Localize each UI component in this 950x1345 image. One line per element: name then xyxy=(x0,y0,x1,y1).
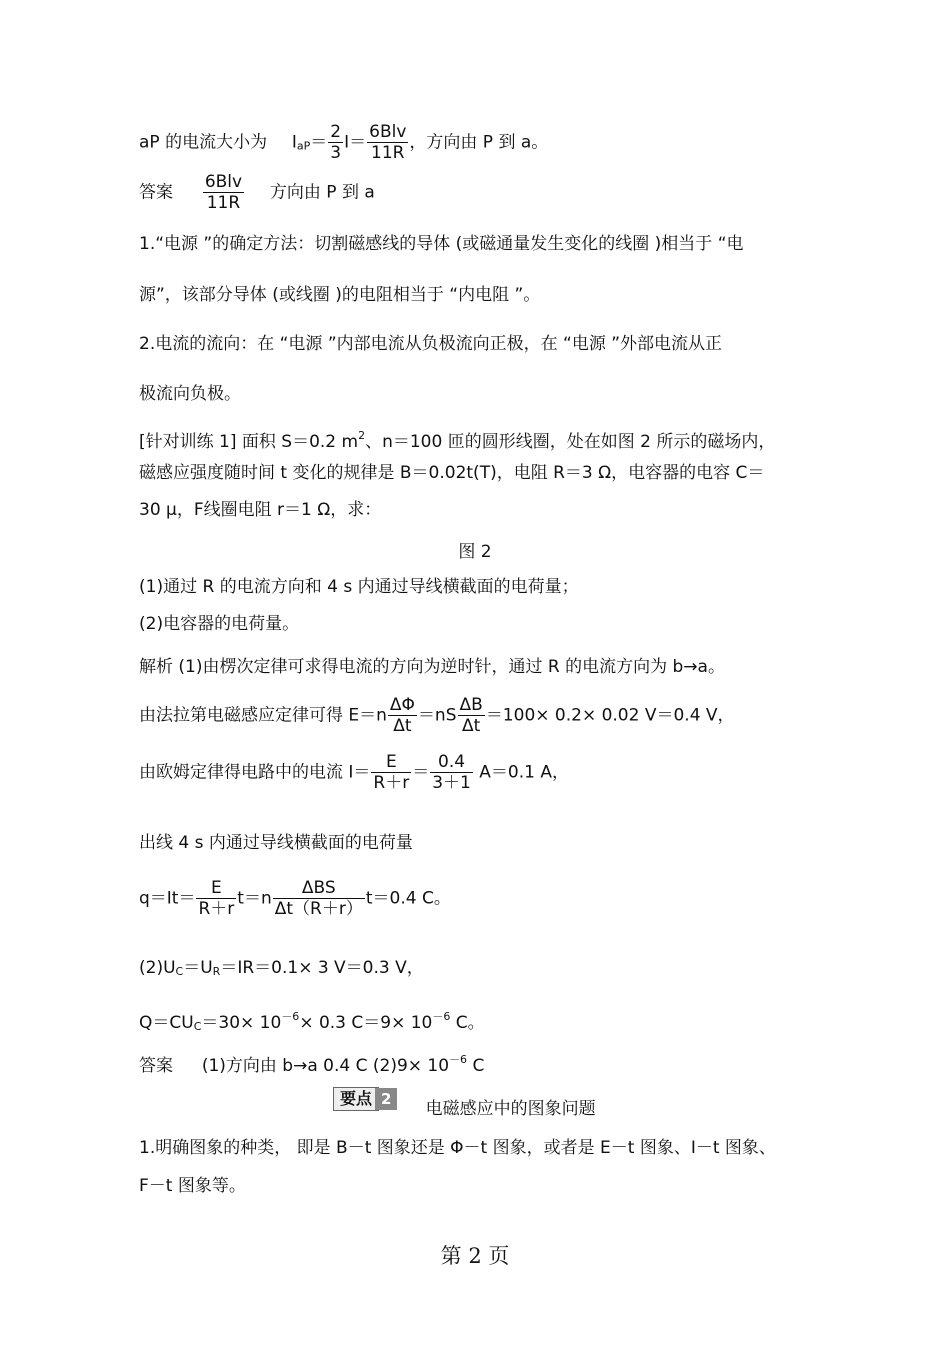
denominator: 3 xyxy=(330,143,342,163)
answer-line xyxy=(139,172,375,213)
text: C。 xyxy=(450,1013,485,1033)
fraction-e-over-r xyxy=(196,878,236,919)
subscript: C xyxy=(193,1020,202,1033)
denominator: Δt xyxy=(393,716,412,736)
paragraph-source-b: 源”，该部分导体 (或线圈 )的电阻相当于 “内电阻 ”。 xyxy=(139,285,541,305)
text: aP 的电流大小为 xyxy=(139,132,268,153)
text: t＝0.4 C。 xyxy=(365,888,451,909)
denominator: Δt xyxy=(462,716,481,736)
paragraph-graph-b: F－t 图象等。 xyxy=(139,1176,246,1196)
exercise-line-3: 30 μ，F线圈电阻 r＝1 Ω，求： xyxy=(139,500,382,520)
paragraph-flow-a: 2.电流的流向：在 “电源 ”内部电流从负极流向正极，在 “电源 ”外部电流从正 xyxy=(139,334,723,354)
numerator: E xyxy=(371,752,411,773)
text: ＝30× 10 xyxy=(201,1013,282,1033)
equals: ＝ xyxy=(310,132,328,153)
text: ，方向由 P 到 a。 xyxy=(409,132,549,153)
fraction-e-over-r xyxy=(371,752,411,793)
question-2: (2)电容器的电荷量。 xyxy=(139,614,300,634)
numerator: ΔB xyxy=(459,695,483,715)
solution-charge-intro: 出线 4 s 内通过导线横截面的电荷量 xyxy=(139,833,413,853)
fraction-answer xyxy=(203,172,244,213)
symbol-i: I xyxy=(291,132,297,153)
text: 、n＝100 匝的圆形线圈，处在如图 2 所示的磁场内， xyxy=(365,432,776,452)
numerator: ΔBS xyxy=(273,878,365,899)
text: × 0.3 C＝9× 10 xyxy=(299,1013,433,1033)
text: ＝nS xyxy=(417,705,457,726)
solution-faraday xyxy=(139,695,735,736)
subscript: R xyxy=(212,965,221,978)
text: C xyxy=(467,1056,485,1076)
text: (1)方向由 b→a 0.4 C (2)9× 10 xyxy=(201,1056,450,1076)
fraction-two-thirds xyxy=(328,122,343,163)
fraction-db-dt xyxy=(458,695,485,736)
denominator: 11R xyxy=(206,193,241,213)
solution-charge xyxy=(139,878,451,919)
paragraph-source-a: 1.“电源 ”的确定方法：切割磁感线的导体 (或磁通量发生变化的线圈 )相当于 “电 xyxy=(139,234,744,254)
text: 由欧姆定律得电路中的电流 I＝ xyxy=(139,762,371,783)
solution-line-1: 解析 (1)由楞次定律可求得电流的方向为逆时针，通过 R 的电流方向为 b→a。 xyxy=(139,657,725,677)
page-number: 第 2 页 xyxy=(440,1244,510,1268)
key-point-number: 2 xyxy=(375,1088,397,1110)
section-title: 电磁感应中的图象问题 xyxy=(425,1099,596,1119)
exercise-line-2: 磁感应强度随时间 t 变化的规律是 B＝0.02t(T)，电阻 R＝3 Ω，电容器的电容 C＝ xyxy=(139,463,765,483)
superscript: 2 xyxy=(358,429,366,442)
fraction-dphi-dt xyxy=(388,695,417,736)
subscript: aP xyxy=(296,139,311,153)
text: Q＝CU xyxy=(139,1013,194,1033)
text: ＝ xyxy=(412,762,430,783)
answer-label: 答案 xyxy=(139,182,173,203)
subscript: C xyxy=(175,965,184,978)
question-1: (1)通过 R 的电流方向和 4 s 内通过导线横截面的电荷量； xyxy=(139,577,579,597)
numerator: 6Blv xyxy=(204,172,243,192)
text: ＝IR＝0.1× 3 V＝0.3 V， xyxy=(220,958,424,978)
text: ＝U xyxy=(183,958,213,978)
text: ＝100× 0.2× 0.02 V＝0.4 V， xyxy=(485,705,735,726)
numerator: 0.4 xyxy=(430,752,473,773)
text: q＝It＝ xyxy=(139,888,196,909)
section-header xyxy=(333,1086,596,1119)
denominator: Δt（R＋r） xyxy=(274,899,363,919)
superscript: －6 xyxy=(281,1010,300,1023)
denominator: R＋r xyxy=(198,899,235,919)
exercise-line-1 xyxy=(139,425,775,453)
solution-voltage xyxy=(139,957,424,983)
denominator: R＋r xyxy=(373,773,410,793)
solution-capacitor-charge xyxy=(139,1006,485,1038)
key-point-badge: 要点 xyxy=(333,1087,379,1111)
text: I＝ xyxy=(344,132,367,153)
text: (2)U xyxy=(139,958,176,978)
superscript: －6 xyxy=(432,1010,451,1023)
denominator: 3＋1 xyxy=(432,773,471,793)
denominator: 11R xyxy=(371,143,405,163)
superscript: －6 xyxy=(449,1053,468,1066)
text: 方向由 P 到 a xyxy=(269,182,375,203)
figure-caption: 图 2 xyxy=(458,542,492,562)
fraction-current xyxy=(367,122,408,163)
paragraph-graph-a: 1.明确图象的种类， 即是 B－t 图象还是 Φ－t 图象，或者是 E－t 图象、I－t 图象、 xyxy=(139,1138,776,1158)
answer-line-2 xyxy=(139,1049,484,1077)
text: A＝0.1 A， xyxy=(473,762,569,783)
paragraph-flow-b: 极流向负极。 xyxy=(139,384,241,404)
fraction-dbs xyxy=(273,878,365,919)
solution-ohm xyxy=(139,752,569,793)
text: 由法拉第电磁感应定律可得 E＝n xyxy=(139,705,387,726)
numerator: E xyxy=(196,878,236,899)
numerator: 2 xyxy=(330,122,342,142)
fraction-values xyxy=(430,752,473,793)
numerator: 6Blv xyxy=(369,122,407,142)
text: [针对训练 1] 面积 S＝0.2 m xyxy=(139,432,359,452)
answer-line-current xyxy=(139,122,548,163)
text: t＝n xyxy=(237,888,272,909)
numerator: ΔΦ xyxy=(389,695,415,715)
answer-label: 答案 xyxy=(139,1056,173,1076)
